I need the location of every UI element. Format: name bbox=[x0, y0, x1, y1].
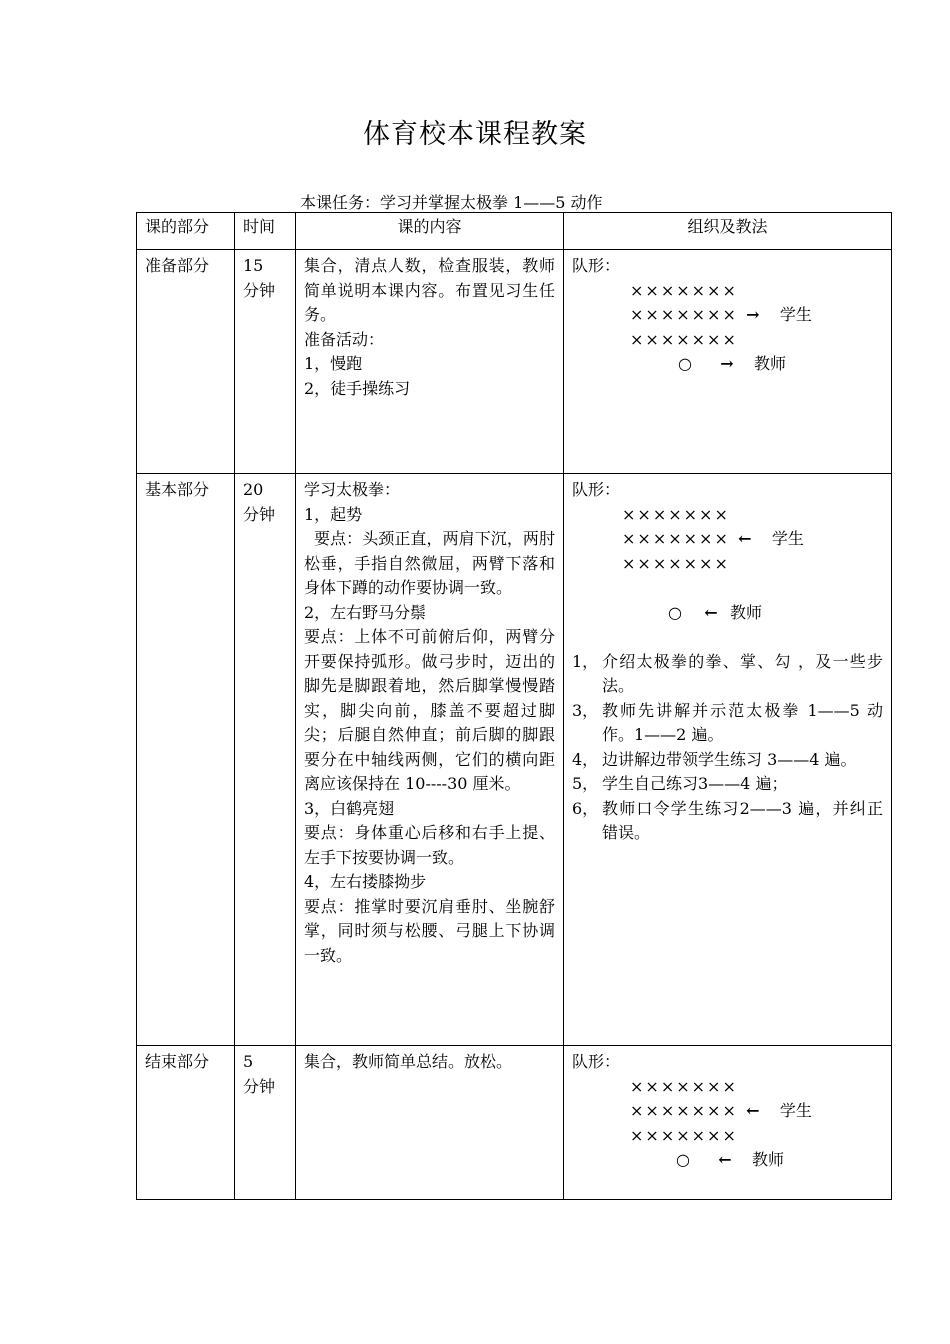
student-label: 学生 bbox=[779, 305, 812, 324]
time-value: 20 bbox=[243, 480, 264, 499]
part-cell: 结束部分 bbox=[137, 1046, 235, 1200]
header-part: 课的部分 bbox=[137, 213, 235, 250]
content-cell bbox=[296, 1046, 564, 1200]
header-method: 组织及教法 bbox=[564, 213, 892, 250]
arrow-left-icon: ← bbox=[738, 529, 752, 548]
content-line: 要点：身体重心后移和右手上提、左手下按要协调一致。 bbox=[304, 823, 555, 867]
formation-row: ××××××× bbox=[630, 1125, 738, 1145]
header-time: 时间 bbox=[235, 213, 296, 250]
time-value: 15 bbox=[243, 256, 264, 275]
table-row-ending bbox=[137, 1046, 892, 1200]
part-cell: 准备部分 bbox=[137, 250, 235, 474]
time-cell bbox=[235, 1046, 296, 1200]
content-line: 集合，清点人数，检查服装，教师简单说明本课内容。布置见习生任务。 bbox=[304, 256, 555, 324]
content-line: 要点：头颈正直，两肩下沉，两肘松垂，手指自然微屈，两臂下落和身体下蹲的动作要协调一致。 bbox=[304, 529, 555, 597]
arrow-left-icon: ← bbox=[746, 1101, 760, 1120]
formation-label: 队形： bbox=[572, 1052, 621, 1071]
page-title: 体育校本课程教案 bbox=[363, 119, 587, 150]
list-item: 4， 边讲解边带领学生练习 3——4 遍。 bbox=[572, 749, 857, 769]
formation-label: 队形： bbox=[572, 480, 621, 499]
time-cell bbox=[235, 474, 296, 1046]
arrow-left-icon: ← bbox=[718, 1150, 732, 1169]
time-unit: 分钟 bbox=[243, 504, 276, 524]
method-cell bbox=[564, 250, 892, 474]
formation-row: ××××××× bbox=[630, 1076, 738, 1096]
table-row-main bbox=[137, 474, 892, 1046]
time-unit: 分钟 bbox=[243, 280, 276, 300]
header-content: 课的内容 bbox=[296, 213, 564, 250]
content-line: 2，左右野马分鬃 bbox=[304, 602, 427, 622]
formation-row: ××××××× bbox=[622, 504, 730, 524]
formation-row: ××××××× bbox=[622, 553, 730, 573]
content-cell bbox=[296, 250, 564, 474]
list-item: 1， 介绍太极拳的拳、掌、勾 ，及一些步法。 bbox=[572, 651, 883, 695]
content-line: 要点：推掌时要沉肩垂肘、坐腕舒掌，同时须与松腰、弓腿上下协调一致。 bbox=[304, 896, 555, 965]
teacher-row bbox=[572, 352, 883, 377]
content-line: 学习太极拳： bbox=[304, 480, 401, 499]
content-line: 1，起势 bbox=[304, 504, 363, 524]
time-cell bbox=[235, 250, 296, 474]
method-cell bbox=[564, 474, 892, 1046]
teacher-circle-icon: ○ bbox=[668, 602, 682, 622]
part-cell: 基本部分 bbox=[137, 474, 235, 1046]
method-cell bbox=[564, 1046, 892, 1200]
list-item: 3， 教师先讲解并示范太极拳 1——5 动作。1——2 遍。 bbox=[572, 700, 883, 744]
student-label: 学生 bbox=[771, 529, 804, 548]
formation-row: ××××××× bbox=[630, 280, 738, 300]
teacher-label: 教师 bbox=[752, 1150, 785, 1169]
lesson-plan-table bbox=[136, 212, 892, 1200]
arrow-right-icon: → bbox=[720, 354, 734, 373]
arrow-left-icon: ← bbox=[704, 602, 718, 622]
teacher-row bbox=[572, 601, 883, 626]
method-list bbox=[572, 650, 883, 846]
time-value: 5 bbox=[243, 1052, 254, 1071]
list-item: 6， 教师口令学生练习2——3 遍，并纠正错误。 bbox=[572, 798, 883, 842]
formation-row: ××××××× bbox=[630, 329, 738, 349]
list-item: 5， 学生自己练习3——4 遍； bbox=[572, 774, 788, 793]
content-cell bbox=[296, 474, 564, 1046]
content-line: 3，白鹤亮翅 bbox=[304, 798, 395, 818]
content-line: 4，左右搂膝拗步 bbox=[304, 872, 427, 891]
teacher-label: 教师 bbox=[730, 602, 763, 622]
teacher-circle-icon: ○ bbox=[678, 354, 692, 373]
student-label: 学生 bbox=[779, 1101, 812, 1120]
table-row-preparation bbox=[137, 250, 892, 474]
formation-row: ××××××× ← 学生 bbox=[572, 1099, 883, 1124]
formation-label: 队形： bbox=[572, 256, 621, 275]
content-line: 1，慢跑 bbox=[304, 354, 363, 373]
arrow-right-icon: → bbox=[746, 305, 760, 324]
content-line: 集合，教师简单总结。放松。 bbox=[304, 1052, 513, 1071]
formation-row: ××××××× → 学生 bbox=[572, 303, 883, 328]
lesson-task: 本课任务：学习并掌握太极拳 1——5 动作 bbox=[300, 193, 603, 212]
teacher-circle-icon: ○ bbox=[676, 1150, 690, 1169]
teacher-label: 教师 bbox=[754, 354, 787, 373]
teacher-row bbox=[572, 1148, 883, 1173]
time-unit: 分钟 bbox=[243, 1076, 276, 1096]
content-line: 2，徒手操练习 bbox=[304, 378, 411, 398]
table-header-row bbox=[137, 213, 892, 250]
content-line: 要点：上体不可前俯后仰，两臂分开要保持弧形。做弓步时，迈出的脚先是脚跟着地，然后脚掌慢慢踏实，脚尖向前，膝盖不要超过脚尖；后腿自然伸直；前后脚的脚跟要分在中轴线两侧，它们的横向距离应该保持在 10----30 厘米。 bbox=[304, 627, 555, 793]
content-line: 准备活动： bbox=[304, 329, 385, 349]
formation-row: ××××××× ← 学生 bbox=[572, 527, 883, 552]
